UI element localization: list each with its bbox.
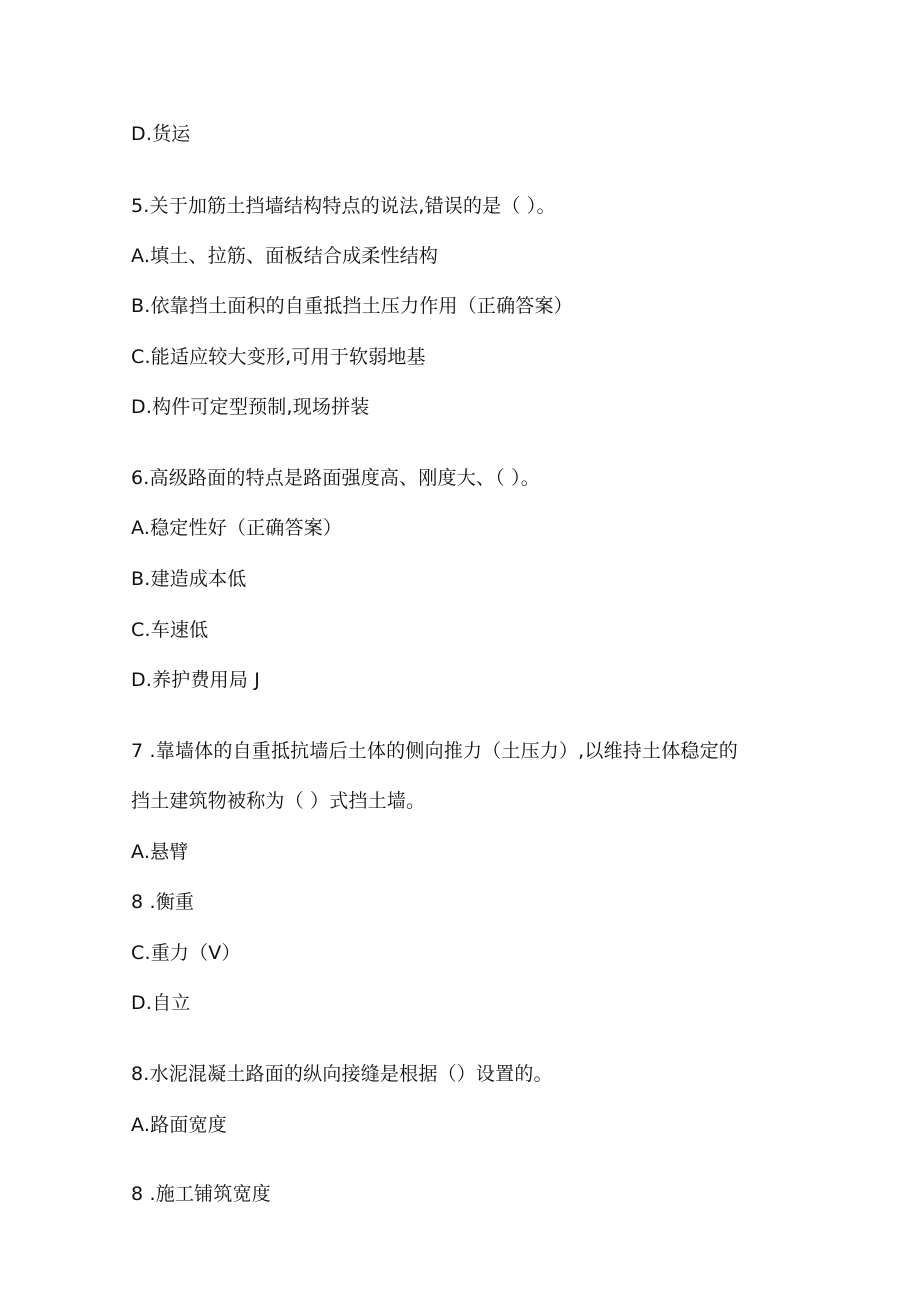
question-5: 5.关于加筋土挡墙结构特点的说法,错误的是（ ）。 xyxy=(131,195,556,217)
option-6-d: D.养护费用局 J xyxy=(131,669,261,691)
option-8-a: A.路面宽度 xyxy=(131,1114,227,1136)
option-6-b: B.建造成本低 xyxy=(131,568,247,590)
option-5-d: D.构件可定型预制,现场拼装 xyxy=(131,396,370,418)
option-7-c: C.重力（V） xyxy=(131,942,241,964)
option-5-c: C.能适应较大变形,可用于软弱地基 xyxy=(131,346,426,368)
option-6-c: C.车速低 xyxy=(131,619,209,641)
option-8-b: 8 .施工铺筑宽度 xyxy=(131,1183,271,1205)
question-6: 6.高级路面的特点是路面强度高、刚度大、（ ）。 xyxy=(131,467,540,489)
question-7-line-2: 挡土建筑物被称为（ ）式挡土墙。 xyxy=(131,790,426,812)
option-7-b: 8 .衡重 xyxy=(131,891,195,913)
option-7-d: D.自立 xyxy=(131,992,191,1014)
option-6-a: A.稳定性好（正确答案） xyxy=(131,517,343,539)
option-4-d: D.货运 xyxy=(131,123,191,145)
option-5-a: A.填土、拉筋、面板结合成柔性结构 xyxy=(131,245,439,267)
question-7-line-1: 7 .靠墙体的自重抵抗墙后土体的侧向推力（土压力）,以维持土体稳定的 xyxy=(131,740,739,762)
option-5-b: B.依靠挡土面积的自重抵挡土压力作用（正确答案） xyxy=(131,295,573,317)
question-8: 8.水泥混凝土路面的纵向接缝是根据（）设置的。 xyxy=(131,1063,553,1085)
option-7-a: A.悬臂 xyxy=(131,841,189,863)
